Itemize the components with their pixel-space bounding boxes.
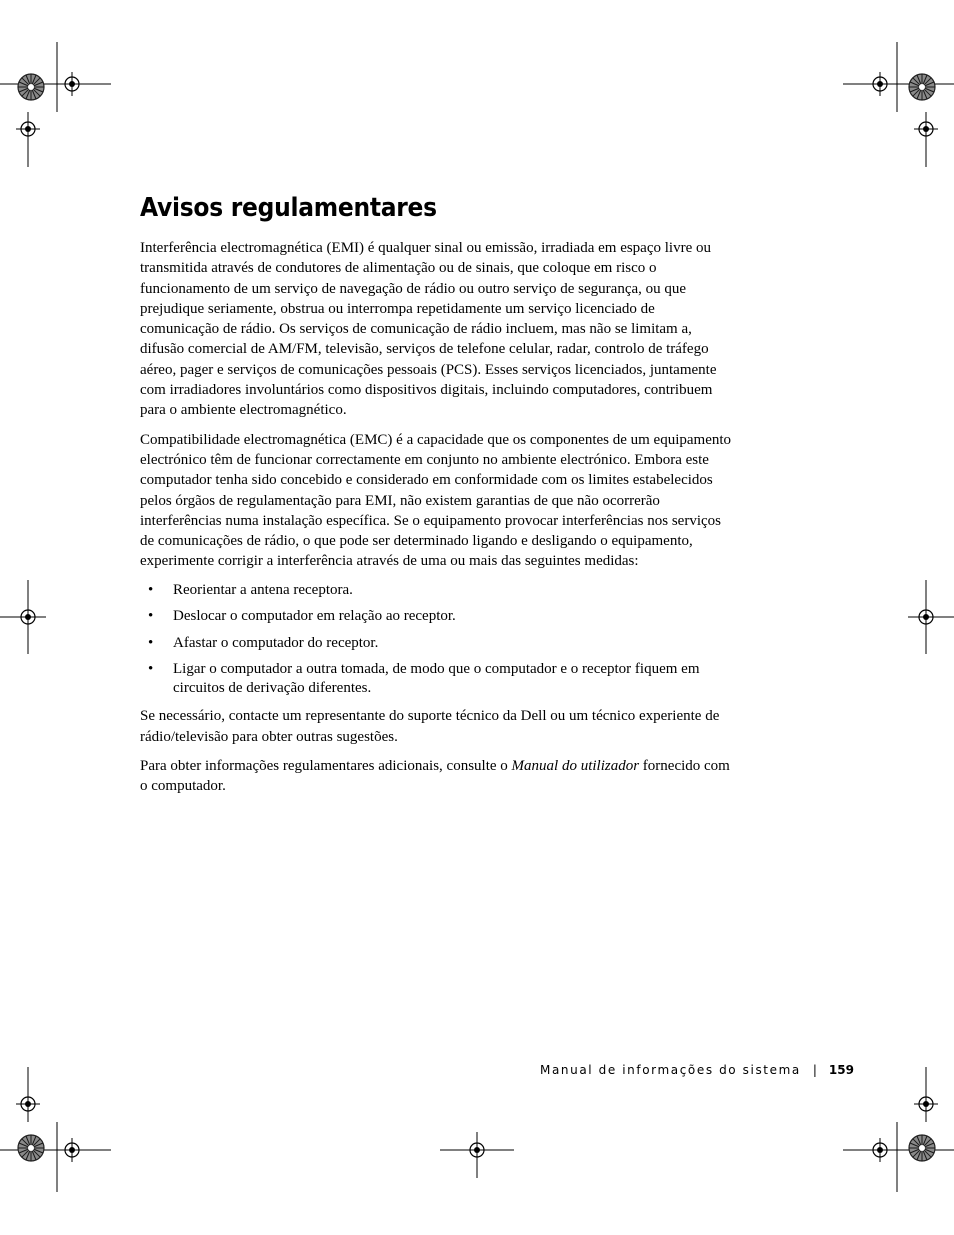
registration-mark bbox=[868, 72, 892, 96]
color-target-top-left bbox=[18, 74, 44, 100]
reference-text: Para obter informações regulamentares adicionais, consulte o bbox=[140, 757, 512, 774]
list-item bbox=[140, 660, 735, 697]
body-text bbox=[140, 238, 735, 805]
bullet-icon: • bbox=[148, 634, 154, 651]
emi-paragraph: Interferência electromagnética (EMI) é qualquer sinal ou emissão, irradiada em espaço livre ou transmitida através de condutores de alimentação ou de sinais, que coloque em risco o funcionamento de um serviço de navegação de rádio ou outro serviço de segurança, ou que prejudique seriamente, obstrua ou interrompa repetidamente um serviço licenciado de comunicação de rádio. Os serviços de comunicação de rádio incluem, mas não se limitam a, difusão comercial de AM/FM, televisão, serviços de telefone celular, radar, controlo de tráfego aéreo, pager e serviços de comunicações pessoais (PCS). Esses serviços licenciados, juntamente com irradiadores involuntários como dispositivos digitais, incluindo computadores, contribuem para o ambiente electromagnético. bbox=[140, 240, 717, 419]
list-item bbox=[140, 581, 735, 600]
list-item-text: Reorientar a antena receptora. bbox=[173, 581, 353, 598]
manual-title: Manual do utilizador bbox=[511, 757, 640, 774]
registration-mark bbox=[60, 1138, 84, 1162]
color-target-bottom-left bbox=[18, 1135, 44, 1161]
color-target-top-right bbox=[909, 74, 935, 100]
list-item bbox=[140, 634, 735, 653]
footer-doc-title: Manual de informações do sistema bbox=[540, 1063, 801, 1077]
bullet-icon: • bbox=[148, 581, 154, 598]
crop-mark-top-left bbox=[0, 42, 111, 167]
bullet-icon: • bbox=[148, 608, 154, 625]
registration-mark bbox=[868, 1138, 892, 1162]
crop-mark-bottom-left bbox=[0, 1067, 111, 1192]
contact-paragraph: Se necessário, contacte um representante do suporte técnico da Dell ou um técnico experiente de rádio/televisão para obter outras sugestões. bbox=[140, 708, 720, 745]
reference-paragraph bbox=[140, 756, 735, 797]
page-footer bbox=[540, 1063, 854, 1077]
list-item bbox=[140, 607, 735, 626]
crop-mark-top-right bbox=[843, 42, 954, 167]
registration-mark bbox=[914, 117, 938, 141]
page-number: 159 bbox=[828, 1063, 854, 1077]
registration-mark bbox=[16, 117, 40, 141]
footer-separator: | bbox=[812, 1063, 817, 1077]
reference-text-end: fornecido com o computador. bbox=[140, 757, 730, 795]
registration-mark bbox=[16, 1092, 40, 1116]
measures-list bbox=[140, 581, 735, 698]
registration-mark bbox=[16, 605, 40, 629]
registration-mark bbox=[914, 605, 938, 629]
registration-mark bbox=[465, 1138, 489, 1162]
registration-mark bbox=[914, 1092, 938, 1116]
list-item-text: Afastar o computador do receptor. bbox=[173, 634, 379, 651]
emc-paragraph: Compatibilidade electromagnética (EMC) é a capacidade que os componentes de um equipamento electrónico têm de funcionar correctamente em conjunto no ambiente electrónico. Embora este computador tenha sido concebido e considerado em conformidade com os limites estabelecidos pelos órgãos de regulamentação para EMI, não existem garantias de que não ocorrerão interferências numa instalação específica. Se o equipamento provocar interferências nos serviços de comunicações de rádio, o que pode ser determinado ligando e desligando o equipamento, experimente corrigir a interferência através de uma ou mais das seguintes medidas: bbox=[140, 431, 732, 570]
list-item-text: Deslocar o computador em relação ao receptor. bbox=[173, 608, 456, 625]
crop-mark-bottom-right bbox=[843, 1067, 954, 1192]
color-target-bottom-right bbox=[909, 1135, 935, 1161]
bullet-icon: • bbox=[148, 661, 154, 678]
page-title: Avisos regulamentares bbox=[140, 193, 437, 223]
registration-mark bbox=[60, 72, 84, 96]
list-item-text: Ligar o computador a outra tomada, de modo que o computador e o receptor fiquem em circuitos de derivação diferentes. bbox=[173, 661, 700, 696]
